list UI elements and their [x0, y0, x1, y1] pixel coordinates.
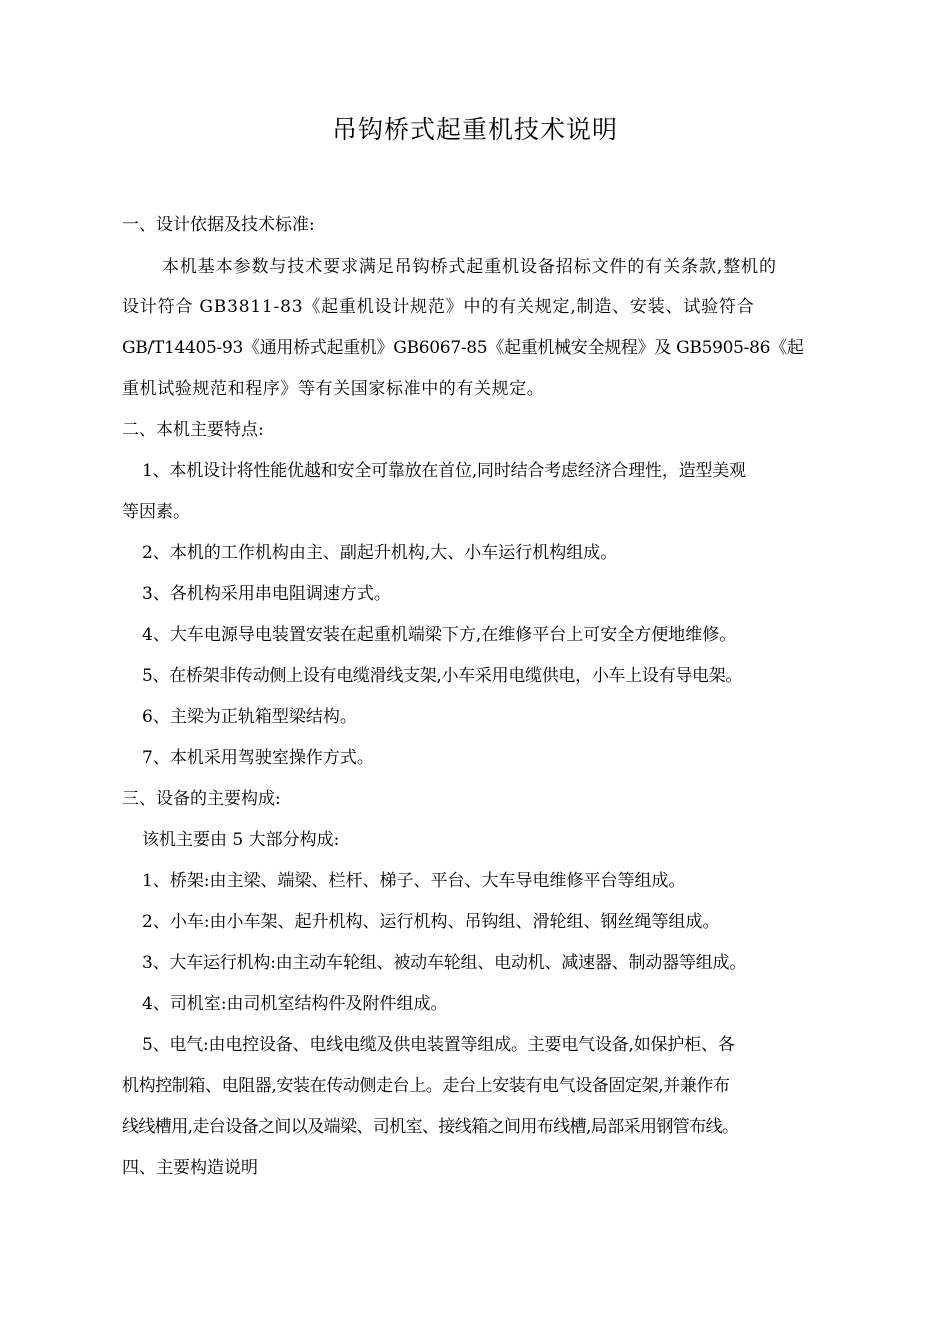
list-item: 2、小车:由小车架、起升机构、运行机构、吊钩组、滑轮组、钢丝绳等组成。: [142, 912, 720, 932]
list-item: 3、大车运行机构:由主动车轮组、被动车轮组、电动机、减速器、制动器等组成。: [142, 953, 747, 973]
list-item: 7、本机采用驾驶室操作方式。: [142, 748, 374, 768]
paragraph-line: 重机试验规范和程序》等有关国家标准中的有关规定。: [122, 379, 545, 399]
paragraph-line: 设计符合 GB3811-83《起重机设计规范》中的有关规定,制造、安装、试验符合: [122, 297, 755, 317]
paragraph-line: 本机基本参数与技术要求满足吊钩桥式起重机设备招标文件的有关条款,整机的: [162, 257, 777, 277]
list-item: 1、桥架:由主梁、端梁、栏杆、梯子、平台、大车导电维修平台等组成。: [142, 871, 686, 891]
section-heading-3: 三、设备的主要构成:: [122, 789, 281, 809]
paragraph-line: GB/T14405-93《通用桥式起重机》GB6067-85《起重机械安全规程》及 GB5905-86《起: [122, 338, 804, 358]
paragraph-line: 该机主要由 5 大部分构成:: [142, 830, 340, 850]
list-item-continuation: 线线槽用,走台设备之间以及端梁、司机室、接线箱之间用布线槽,局部采用钢管布线。: [122, 1117, 739, 1137]
document-title: 吊钩桥式起重机技术说明: [331, 115, 618, 144]
list-item: 1、本机设计将性能优越和安全可靠放在首位,同时结合考虑经济合理性，造型美观: [142, 461, 746, 481]
list-item-continuation: 机构控制箱、电阻器,安装在传动侧走台上。走台上安装有电气设备固定架,并兼作布: [122, 1076, 730, 1096]
list-item: 4、司机室:由司机室结构件及附件组成。: [142, 994, 448, 1014]
list-item: 5、电气:由电控设备、电线电缆及供电装置等组成。主要电气设备,如保护柜、各: [142, 1035, 735, 1055]
list-item: 2、本机的工作机构由主、副起升机构,大、小车运行机构组成。: [142, 543, 618, 563]
section-heading-1: 一、设计依据及技术标准:: [122, 215, 315, 235]
section-heading-2: 二、本机主要特点:: [122, 420, 264, 440]
list-item-continuation: 等因素。: [122, 502, 190, 522]
list-item: 6、主梁为正轨箱型梁结构。: [142, 707, 357, 727]
list-item: 4、大车电源导电装置安装在起重机端梁下方,在维修平台上可安全方便地维修。: [142, 625, 737, 645]
section-heading-4: 四、主要构造说明: [122, 1158, 258, 1178]
list-item: 5、在桥架非传动侧上设有电缆滑线支架,小车采用电缆供电，小车上设有导电架。: [142, 666, 743, 686]
list-item: 3、各机构采用串电阻调速方式。: [142, 584, 391, 604]
